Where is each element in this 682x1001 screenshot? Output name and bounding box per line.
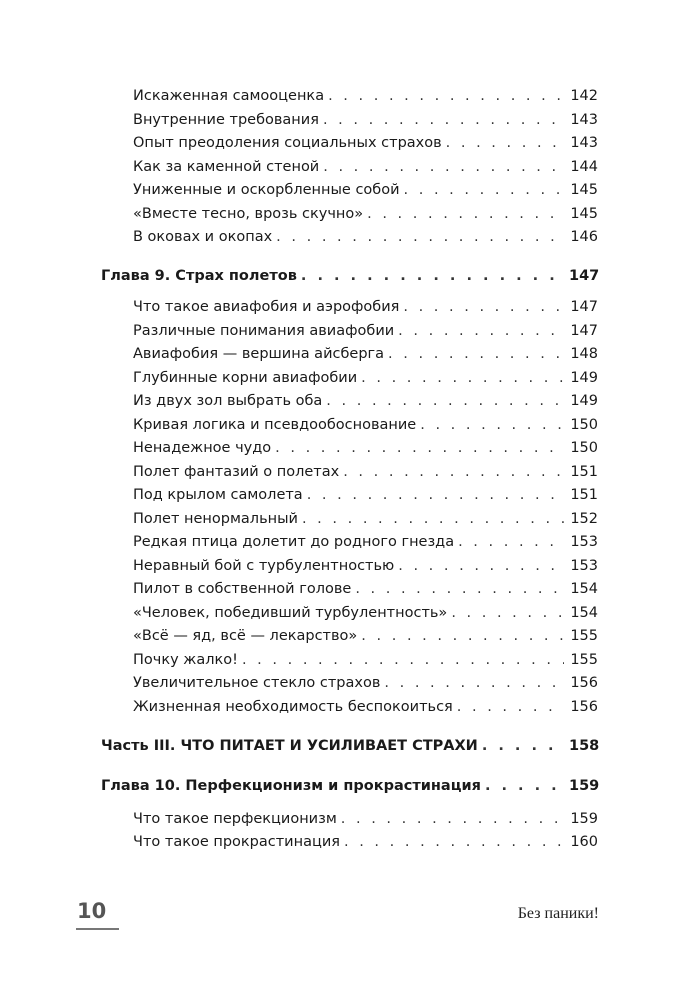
dot-leader bbox=[323, 112, 564, 128]
dot-leader bbox=[420, 417, 564, 433]
toc-chapter-heading bbox=[101, 778, 599, 794]
toc-entry-title: Из двух зол выбрать оба bbox=[133, 393, 323, 409]
toc-entry-title: Что такое перфекционизм bbox=[133, 811, 337, 827]
toc-entry bbox=[133, 834, 598, 850]
toc-entry-page: 156 bbox=[570, 675, 598, 691]
toc-entry bbox=[133, 323, 598, 339]
toc-chapter-heading bbox=[101, 268, 599, 284]
toc-heading-title: Глава 10. Перфекционизм и прокрастинация bbox=[101, 778, 481, 794]
toc-part-heading bbox=[101, 738, 599, 754]
toc-entry-title: Различные понимания авиафобии bbox=[133, 323, 395, 339]
toc-entry bbox=[133, 370, 598, 386]
toc-entry bbox=[133, 581, 598, 597]
toc-entry bbox=[133, 699, 598, 715]
toc-entry-page: 145 bbox=[570, 182, 598, 198]
toc-entry-title: Что такое авиафобия и аэрофобия bbox=[133, 299, 400, 315]
toc-entry-title: Опыт преодоления социальных страхов bbox=[133, 135, 442, 151]
dot-leader bbox=[384, 675, 564, 691]
dot-leader bbox=[403, 299, 564, 315]
toc-entry bbox=[133, 628, 598, 644]
toc-entry-page: 143 bbox=[570, 135, 598, 151]
toc-entry-title: «Человек, победивший турбулентность» bbox=[133, 605, 448, 621]
toc-entry-page: 149 bbox=[570, 370, 598, 386]
toc-heading-page: 147 bbox=[569, 268, 599, 284]
toc-entry-title: Редкая птица долетит до родного гнезда bbox=[133, 534, 455, 550]
toc-entry-page: 153 bbox=[570, 558, 598, 574]
dot-leader bbox=[398, 323, 564, 339]
dot-leader bbox=[457, 699, 564, 715]
toc-entry bbox=[133, 534, 598, 550]
dot-leader bbox=[275, 440, 564, 456]
dot-leader bbox=[328, 88, 564, 104]
toc-entry bbox=[133, 440, 598, 456]
toc-entry bbox=[133, 652, 598, 668]
toc-entry bbox=[133, 811, 598, 827]
toc-entry-title: Что такое прокрастинация bbox=[133, 834, 340, 850]
toc-entry bbox=[133, 605, 598, 621]
dot-leader bbox=[361, 370, 564, 386]
dot-leader bbox=[482, 738, 565, 754]
page-number: 10 bbox=[77, 899, 107, 923]
toc-entry bbox=[133, 346, 598, 362]
toc-entry-title: Глубинные корни авиафобии bbox=[133, 370, 358, 386]
dot-leader bbox=[343, 464, 564, 480]
toc-entry-title: В оковах и окопах bbox=[133, 229, 273, 245]
toc-entry-title: Униженные и оскорбленные собой bbox=[133, 182, 400, 198]
toc-entry bbox=[133, 511, 598, 527]
toc-entry bbox=[133, 393, 598, 409]
toc-entry-title: Полет фантазий о полетах bbox=[133, 464, 340, 480]
dot-leader bbox=[302, 511, 564, 527]
toc-entry-title: «Вместе тесно, врозь скучно» bbox=[133, 206, 364, 222]
toc-entry-title: Ненадежное чудо bbox=[133, 440, 272, 456]
toc-entry bbox=[133, 229, 598, 245]
toc-entry-page: 144 bbox=[570, 159, 598, 175]
dot-leader bbox=[367, 206, 564, 222]
toc-entry-title: Авиафобия — вершина айсберга bbox=[133, 346, 385, 362]
toc-entry bbox=[133, 487, 598, 503]
dot-leader bbox=[276, 229, 564, 245]
toc-entry-title: Внутренние требования bbox=[133, 112, 319, 128]
dot-leader bbox=[242, 652, 564, 668]
toc-entry bbox=[133, 135, 598, 151]
toc-entry-page: 147 bbox=[570, 323, 598, 339]
toc-entry bbox=[133, 182, 598, 198]
toc-entry-page: 143 bbox=[570, 112, 598, 128]
toc-heading-page: 159 bbox=[569, 778, 599, 794]
toc-entry bbox=[133, 299, 598, 315]
toc-entry-page: 150 bbox=[570, 417, 598, 433]
page-number-underline bbox=[76, 928, 119, 930]
dot-leader bbox=[341, 811, 564, 827]
dot-leader bbox=[446, 135, 564, 151]
toc-entry-page: 155 bbox=[570, 652, 598, 668]
toc-entry-page: 156 bbox=[570, 699, 598, 715]
toc-entry-title: Как за каменной стеной bbox=[133, 159, 320, 175]
toc-heading-title: Часть III. ЧТО ПИТАЕТ И УСИЛИВАЕТ СТРАХИ bbox=[101, 738, 478, 754]
toc-entry bbox=[133, 464, 598, 480]
toc-heading-title: Глава 9. Страх полетов bbox=[101, 268, 297, 284]
toc-entry-page: 154 bbox=[570, 605, 598, 621]
dot-leader bbox=[485, 778, 565, 794]
dot-leader bbox=[307, 487, 564, 503]
dot-leader bbox=[451, 605, 564, 621]
toc-entry-title: Полет ненормальный bbox=[133, 511, 298, 527]
toc-entry-page: 150 bbox=[570, 440, 598, 456]
toc-entry bbox=[133, 558, 598, 574]
dot-leader bbox=[398, 558, 564, 574]
toc-entry-title: Искаженная самооценка bbox=[133, 88, 325, 104]
dot-leader bbox=[355, 581, 564, 597]
toc-entry-page: 152 bbox=[570, 511, 598, 527]
toc-entry-page: 160 bbox=[570, 834, 598, 850]
toc-entry-page: 151 bbox=[570, 464, 598, 480]
toc-entry-page: 155 bbox=[570, 628, 598, 644]
toc-entry-page: 146 bbox=[570, 229, 598, 245]
toc-entry-page: 148 bbox=[570, 346, 598, 362]
dot-leader bbox=[361, 628, 564, 644]
toc-entry bbox=[133, 159, 598, 175]
toc-entry-title: Жизненная необходимость беспокоиться bbox=[133, 699, 453, 715]
toc-entry-page: 159 bbox=[570, 811, 598, 827]
toc-entry-title: Кривая логика и псевдообоснование bbox=[133, 417, 417, 433]
toc-entry-page: 147 bbox=[570, 299, 598, 315]
toc-entry-title: Увеличительное стекло страхов bbox=[133, 675, 381, 691]
toc-entry-title: Неравный бой с турбулентностью bbox=[133, 558, 395, 574]
toc-entry-title: Почку жалко! bbox=[133, 652, 238, 668]
toc-entry bbox=[133, 112, 598, 128]
dot-leader bbox=[344, 834, 564, 850]
toc-entry bbox=[133, 417, 598, 433]
toc-entry-title: Пилот в собственной голове bbox=[133, 581, 352, 597]
dot-leader bbox=[388, 346, 564, 362]
toc-entry bbox=[133, 675, 598, 691]
toc-entry-page: 154 bbox=[570, 581, 598, 597]
toc-entry-title: «Всё — яд, всё — лекарство» bbox=[133, 628, 358, 644]
running-footer-book-title: Без паники! bbox=[517, 905, 599, 922]
toc-heading-page: 158 bbox=[569, 738, 599, 754]
dot-leader bbox=[323, 159, 564, 175]
toc-entry-page: 151 bbox=[570, 487, 598, 503]
toc-entry-page: 149 bbox=[570, 393, 598, 409]
toc-entry bbox=[133, 206, 598, 222]
dot-leader bbox=[301, 268, 565, 284]
dot-leader bbox=[404, 182, 564, 198]
toc-entry bbox=[133, 88, 598, 104]
toc-entry-page: 142 bbox=[570, 88, 598, 104]
dot-leader bbox=[326, 393, 564, 409]
toc-entry-page: 153 bbox=[570, 534, 598, 550]
toc-entry-title: Под крылом самолета bbox=[133, 487, 303, 503]
dot-leader bbox=[458, 534, 564, 550]
toc-entry-page: 145 bbox=[570, 206, 598, 222]
